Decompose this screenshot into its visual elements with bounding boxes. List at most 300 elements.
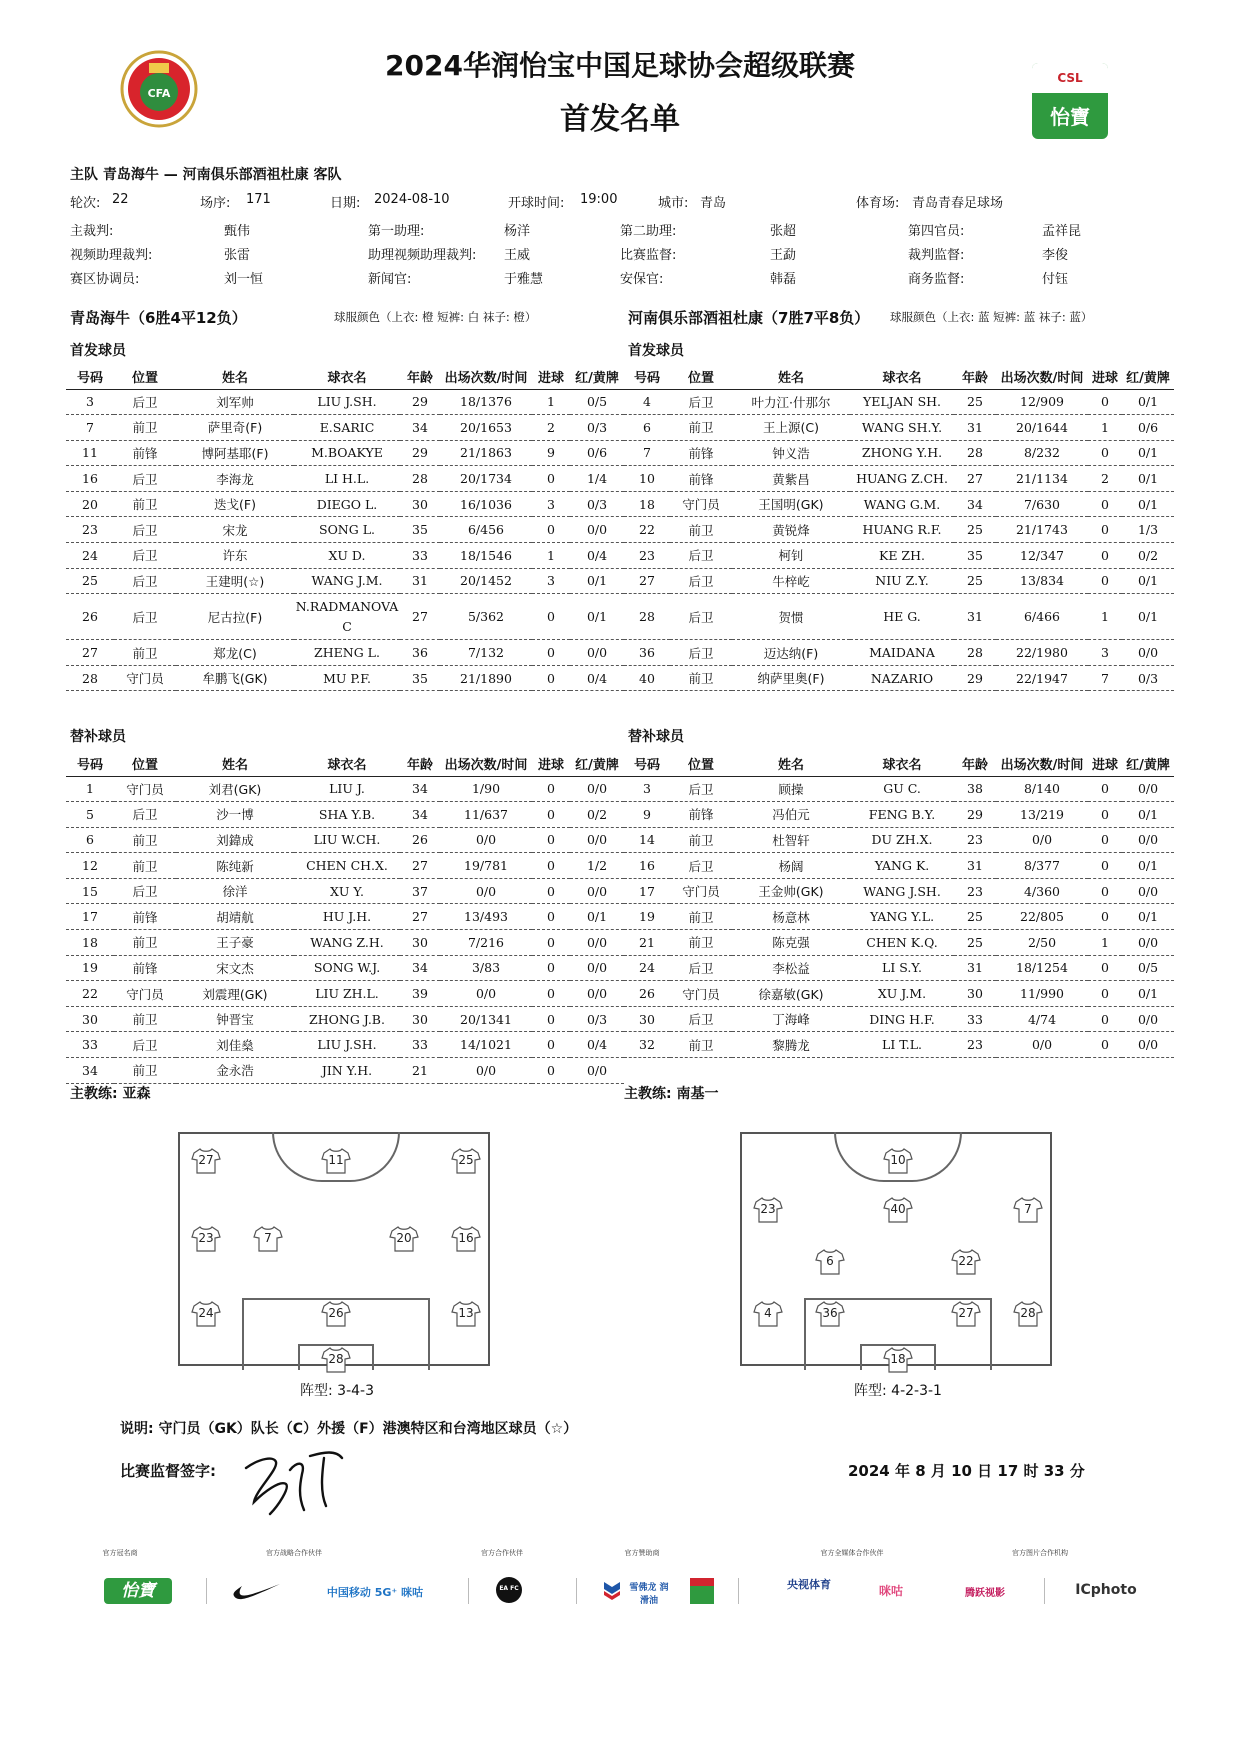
home-formation: 阵型: 3-4-3 [300, 1383, 374, 1399]
player-cell: M.BOAKYE [294, 440, 400, 466]
player-cell: 3 [624, 776, 670, 802]
player-cell: FENG B.Y. [850, 802, 954, 828]
player-cell: 1/3 [1122, 517, 1174, 543]
player-cell: 后卫 [670, 594, 732, 640]
player-row [66, 389, 624, 415]
player-cell: LIU ZH.L. [294, 981, 400, 1007]
player-row [624, 878, 1174, 904]
home-coach: 主教练: 亚森 [70, 1086, 151, 1102]
away-team-name: 河南俱乐部酒祖杜康（7胜7平8负） [628, 309, 870, 327]
shirt-number: 13 [458, 1306, 474, 1320]
player-cell: 0 [1088, 389, 1122, 415]
shirt-number: 23 [198, 1231, 214, 1245]
player-cell: 25 [954, 904, 996, 930]
player-cell: 16 [624, 853, 670, 879]
official-name: 付钰 [1042, 272, 1069, 287]
player-cell: 1 [1088, 594, 1122, 640]
official-name: 王威 [504, 248, 531, 263]
column-header: 红/黄牌 [570, 752, 624, 776]
sponsor-box-logo [690, 1578, 714, 1604]
player-cell: 0/3 [570, 1006, 624, 1032]
player-row [624, 1032, 1174, 1058]
player-cell: 后卫 [114, 878, 176, 904]
player-cell: E.SARIC [294, 415, 400, 441]
player-row [66, 955, 624, 981]
kickoff-value: 19:00 [580, 192, 618, 207]
player-row [66, 930, 624, 956]
player-cell: 30 [624, 1006, 670, 1032]
player-cell: 20 [66, 491, 114, 517]
player-cell: 28 [66, 665, 114, 691]
player-cell: 34 [400, 776, 440, 802]
player-cell: CHEN K.Q. [850, 930, 954, 956]
player-cell: 7/630 [996, 491, 1088, 517]
player-cell: 前锋 [114, 904, 176, 930]
player-cell: 0 [1088, 440, 1122, 466]
column-header: 红/黄牌 [570, 365, 624, 389]
player-cell: 0 [1088, 853, 1122, 879]
player-cell: 杨意林 [732, 904, 850, 930]
player-cell: LIU J. [294, 776, 400, 802]
player-shirt-icon [191, 1147, 221, 1175]
player-cell: YELJAN SH. [850, 389, 954, 415]
player-cell: MAIDANA [850, 640, 954, 666]
player-cell: 陈克强 [732, 930, 850, 956]
player-shirt-icon [389, 1225, 419, 1253]
player-cell: 0 [532, 517, 570, 543]
player-cell: 王子豪 [176, 930, 294, 956]
official-name: 张超 [770, 224, 797, 239]
player-cell: 3 [66, 389, 114, 415]
player-cell: DING H.F. [850, 1006, 954, 1032]
tengyue-logo: 腾跃视影 [965, 1588, 1005, 1599]
column-header: 球衣名 [294, 365, 400, 389]
player-cell: 0/4 [570, 665, 624, 691]
player-cell: 后卫 [670, 389, 732, 415]
player-cell: GU C. [850, 776, 954, 802]
player-cell: 30 [400, 491, 440, 517]
player-cell: 28 [954, 440, 996, 466]
yibao-logo: 怡寶 [104, 1578, 172, 1604]
player-cell: 0 [1088, 827, 1122, 853]
player-cell: 宋文杰 [176, 955, 294, 981]
player-cell: 纳萨里奥(F) [732, 665, 850, 691]
player-cell: 34 [954, 491, 996, 517]
player-shirt-icon [451, 1300, 481, 1328]
player-cell: 0/5 [570, 389, 624, 415]
player-cell: 32 [624, 1032, 670, 1058]
player-cell: 10 [624, 466, 670, 492]
column-header: 进球 [532, 752, 570, 776]
column-header: 姓名 [732, 365, 850, 389]
player-cell: 刘君(GK) [176, 776, 294, 802]
player-cell: 陈纯新 [176, 853, 294, 879]
home-team-name: 青岛海牛（6胜4平12负） [70, 309, 247, 327]
player-row [66, 543, 624, 569]
shirt-number: 36 [822, 1306, 838, 1320]
shirt-number: 27 [958, 1306, 974, 1320]
column-header: 位置 [670, 752, 732, 776]
player-cell: 王上源(C) [732, 415, 850, 441]
player-cell: WANG Z.H. [294, 930, 400, 956]
player-cell: WANG SH.Y. [850, 415, 954, 441]
player-cell: 18 [624, 491, 670, 517]
player-cell: 24 [66, 543, 114, 569]
player-cell: 前卫 [114, 930, 176, 956]
player-cell: 7/132 [440, 640, 532, 666]
player-shirt-icon [883, 1346, 913, 1374]
player-cell: 0/0 [1122, 930, 1174, 956]
player-cell: 前卫 [114, 415, 176, 441]
away-kit: 球服颜色（上衣: 蓝 短裤: 蓝 袜子: 蓝） [890, 310, 1093, 324]
player-cell: 0/0 [1122, 1006, 1174, 1032]
player-cell: 20/1653 [440, 415, 532, 441]
divider [206, 1578, 207, 1604]
player-cell: 27 [624, 568, 670, 594]
svg-text:CFA: CFA [147, 87, 171, 100]
player-cell: 守门员 [114, 981, 176, 1007]
player-cell: 黎腾龙 [732, 1032, 850, 1058]
player-shirt-icon [253, 1225, 283, 1253]
player-cell: 0 [532, 904, 570, 930]
player-cell: 牟鹏飞(GK) [176, 665, 294, 691]
player-cell: XU D. [294, 543, 400, 569]
player-cell: 前卫 [670, 665, 732, 691]
player-cell: 34 [66, 1058, 114, 1084]
player-cell: 0/0 [1122, 640, 1174, 666]
nike-logo [232, 1580, 282, 1602]
player-cell: 守门员 [670, 878, 732, 904]
player-cell: NAZARIO [850, 665, 954, 691]
player-cell: 0/0 [440, 981, 532, 1007]
player-cell: 35 [954, 543, 996, 569]
official-label: 第二助理: [620, 224, 677, 239]
player-cell: 守门员 [114, 776, 176, 802]
player-cell: 后卫 [114, 517, 176, 543]
official-label: 赛区协调员: [70, 272, 140, 287]
player-cell: 0 [1088, 955, 1122, 981]
player-cell: 0/3 [1122, 665, 1174, 691]
seq-value: 171 [246, 192, 271, 207]
player-cell: 27 [400, 853, 440, 879]
player-row [66, 776, 624, 802]
home-formation-pitch [178, 1132, 490, 1366]
player-cell: 12/909 [996, 389, 1088, 415]
player-cell: HUANG R.F. [850, 517, 954, 543]
player-cell: 刘军帅 [176, 389, 294, 415]
player-cell: 3 [532, 568, 570, 594]
player-cell: 守门员 [114, 665, 176, 691]
player-cell: 6 [66, 827, 114, 853]
player-cell: 1/2 [570, 853, 624, 879]
player-cell: 0 [532, 1032, 570, 1058]
player-cell: 6 [624, 415, 670, 441]
player-shirt-icon [815, 1300, 845, 1328]
player-cell: 0/2 [1122, 543, 1174, 569]
column-header: 红/黄牌 [1122, 365, 1174, 389]
player-cell: 0/0 [440, 827, 532, 853]
player-cell: 8/232 [996, 440, 1088, 466]
official-name: 韩磊 [770, 272, 797, 287]
player-cell: 0 [532, 776, 570, 802]
cmcc-migu-logo: 中国移动 5G⁺ 咪咕 [326, 1586, 424, 1599]
column-header: 球衣名 [294, 752, 400, 776]
column-header: 进球 [1088, 752, 1122, 776]
player-cell: 前卫 [114, 1058, 176, 1084]
player-cell: 3/83 [440, 955, 532, 981]
player-cell: 2 [1088, 466, 1122, 492]
home-starters-label: 首发球员 [70, 343, 126, 359]
player-cell: 8/377 [996, 853, 1088, 879]
official-label: 商务监督: [908, 272, 965, 287]
player-cell: 贺惯 [732, 594, 850, 640]
official-label: 助理视频助理裁判: [368, 248, 477, 263]
player-cell: 7 [66, 415, 114, 441]
official-label: 第一助理: [368, 224, 425, 239]
player-cell: 3 [1088, 640, 1122, 666]
player-cell: 0/1 [1122, 802, 1174, 828]
player-row [624, 930, 1174, 956]
player-cell: 37 [400, 878, 440, 904]
divider [738, 1578, 739, 1604]
player-cell: 17 [66, 904, 114, 930]
player-cell: 9 [532, 440, 570, 466]
sponsor-category: 官方图片合作机构 [1012, 1549, 1068, 1557]
player-cell: 28 [400, 466, 440, 492]
player-cell: 前锋 [114, 440, 176, 466]
player-cell: 许东 [176, 543, 294, 569]
player-cell: 1 [532, 389, 570, 415]
player-cell: SHA Y.B. [294, 802, 400, 828]
player-cell: 0/0 [1122, 878, 1174, 904]
player-row [624, 640, 1174, 666]
player-shirt-icon [951, 1300, 981, 1328]
player-cell: 0 [532, 1006, 570, 1032]
column-header: 出场次数/时间 [996, 365, 1088, 389]
player-row [624, 440, 1174, 466]
player-shirt-icon [1013, 1300, 1043, 1328]
player-cell: LI S.Y. [850, 955, 954, 981]
player-cell: 胡靖航 [176, 904, 294, 930]
player-cell: 迭戈(F) [176, 491, 294, 517]
player-row [624, 568, 1174, 594]
player-cell: 后卫 [670, 568, 732, 594]
away-starters-table [624, 365, 1174, 691]
teams-line: 主队 青岛海牛 — 河南俱乐部酒祖杜康 客队 [70, 167, 342, 183]
player-row [66, 440, 624, 466]
official-label: 比赛监督: [620, 248, 677, 263]
player-row [624, 904, 1174, 930]
player-cell: 20/1734 [440, 466, 532, 492]
player-row [66, 517, 624, 543]
player-row [624, 1006, 1174, 1032]
player-cell: 0 [532, 955, 570, 981]
player-row [624, 981, 1174, 1007]
column-header: 位置 [114, 365, 176, 389]
player-cell: LIU J.SH. [294, 1032, 400, 1058]
player-cell: N.RADMANOVAC [294, 594, 400, 640]
player-cell: 李海龙 [176, 466, 294, 492]
shirt-number: 23 [760, 1202, 776, 1216]
player-cell: 34 [400, 955, 440, 981]
player-cell: XU J.M. [850, 981, 954, 1007]
player-cell: LI T.L. [850, 1032, 954, 1058]
player-cell: 21/1134 [996, 466, 1088, 492]
shirt-number: 18 [890, 1352, 906, 1366]
player-cell: 0/1 [570, 594, 624, 640]
official-label: 裁判监督: [908, 248, 965, 263]
column-header: 球衣名 [850, 365, 954, 389]
player-cell: 守门员 [670, 981, 732, 1007]
player-cell: 7 [1088, 665, 1122, 691]
player-cell: 0/0 [570, 640, 624, 666]
player-cell: 前卫 [114, 1006, 176, 1032]
player-cell: NIU Z.Y. [850, 568, 954, 594]
player-cell: 0/2 [570, 802, 624, 828]
column-header: 位置 [670, 365, 732, 389]
player-cell: 萨里奇(F) [176, 415, 294, 441]
player-cell: 13/493 [440, 904, 532, 930]
player-cell: 后卫 [670, 776, 732, 802]
player-cell: 前卫 [670, 904, 732, 930]
player-cell: 18/1546 [440, 543, 532, 569]
player-cell: 31 [954, 853, 996, 879]
icphoto-logo: ICphoto [1075, 1582, 1137, 1598]
signature-image [240, 1440, 350, 1520]
player-cell: 后卫 [114, 568, 176, 594]
player-cell: 后卫 [670, 543, 732, 569]
shirt-number: 16 [458, 1231, 474, 1245]
player-cell: 0 [1088, 904, 1122, 930]
player-cell: 0/5 [1122, 955, 1174, 981]
official-label: 安保官: [620, 272, 664, 287]
player-cell: 33 [400, 543, 440, 569]
column-header: 号码 [66, 365, 114, 389]
player-row [66, 665, 624, 691]
official-name: 张雷 [224, 248, 251, 263]
cctv-sports-logo: 央视体育 [787, 1578, 831, 1591]
player-cell: 26 [400, 827, 440, 853]
player-cell: 郑龙(C) [176, 640, 294, 666]
player-row [66, 491, 624, 517]
city-label: 城市: [658, 196, 689, 211]
player-cell: 顾操 [732, 776, 850, 802]
csl-logo: CSL 怡寶 [1032, 63, 1108, 139]
player-cell: 5 [66, 802, 114, 828]
column-header: 年龄 [400, 365, 440, 389]
player-cell: 30 [400, 1006, 440, 1032]
shirt-number: 28 [328, 1352, 344, 1366]
player-cell: DU ZH.X. [850, 827, 954, 853]
player-cell: 19/781 [440, 853, 532, 879]
player-cell: 后卫 [114, 594, 176, 640]
player-cell: 0/1 [1122, 594, 1174, 640]
player-cell: 22 [66, 981, 114, 1007]
player-cell: 0/3 [570, 491, 624, 517]
player-cell: 李松益 [732, 955, 850, 981]
official-name: 杨洋 [504, 224, 531, 239]
player-cell: 0 [532, 665, 570, 691]
player-row [624, 543, 1174, 569]
player-cell: 王金帅(GK) [732, 878, 850, 904]
sponsor-category: 官方合作伙伴 [481, 1549, 523, 1557]
player-cell: 0/1 [570, 568, 624, 594]
player-cell: 39 [400, 981, 440, 1007]
player-cell: 迈达纳(F) [732, 640, 850, 666]
page-title: 2024华润怡宝中国足球协会超级联赛 [385, 49, 855, 82]
player-cell: 黄紫昌 [732, 466, 850, 492]
player-row [624, 665, 1174, 691]
player-cell: 16 [66, 466, 114, 492]
player-cell: 6/456 [440, 517, 532, 543]
player-cell: 叶力江·什那尔 [732, 389, 850, 415]
player-cell: 0 [532, 466, 570, 492]
shirt-number: 11 [328, 1153, 344, 1167]
shirt-number: 26 [328, 1306, 344, 1320]
player-cell: HUANG Z.CH. [850, 466, 954, 492]
player-cell: 2 [532, 415, 570, 441]
official-label: 主裁判: [70, 224, 114, 239]
divider [468, 1578, 469, 1604]
official-label: 视频助理裁判: [70, 248, 153, 263]
sponsor-category: 官方战略合作伙伴 [266, 1549, 322, 1557]
player-cell: 钟晋宝 [176, 1006, 294, 1032]
player-cell: 0 [1088, 1006, 1122, 1032]
player-cell: 前卫 [114, 640, 176, 666]
city-value: 青岛 [700, 196, 727, 211]
player-row [624, 466, 1174, 492]
date-label: 日期: [330, 196, 361, 211]
player-cell: 33 [66, 1032, 114, 1058]
player-cell: 0 [532, 1058, 570, 1084]
player-cell: 0/0 [570, 517, 624, 543]
player-cell: 0/1 [1122, 568, 1174, 594]
player-shirt-icon [451, 1225, 481, 1253]
column-header: 进球 [1088, 365, 1122, 389]
player-row [66, 878, 624, 904]
official-name: 王勐 [770, 248, 797, 263]
player-cell: 0 [532, 930, 570, 956]
sponsor-category: 官方全媒体合作伙伴 [820, 1549, 884, 1557]
player-cell: 27 [400, 904, 440, 930]
player-cell: 前锋 [670, 466, 732, 492]
column-header: 出场次数/时间 [440, 365, 532, 389]
player-cell: YANG Y.L. [850, 904, 954, 930]
player-cell: 25 [954, 389, 996, 415]
player-cell: 0 [532, 594, 570, 640]
player-cell: 40 [624, 665, 670, 691]
kickoff-label: 开球时间: [508, 196, 565, 211]
player-cell: 22/1980 [996, 640, 1088, 666]
column-header: 号码 [66, 752, 114, 776]
shirt-number: 24 [198, 1306, 214, 1320]
player-cell: HE G. [850, 594, 954, 640]
player-row [624, 517, 1174, 543]
shirt-number: 28 [1020, 1306, 1036, 1320]
official-label: 第四官员: [908, 224, 965, 239]
player-cell: 33 [954, 1006, 996, 1032]
player-row [66, 1006, 624, 1032]
player-cell: 7 [624, 440, 670, 466]
player-cell: 刘震理(GK) [176, 981, 294, 1007]
player-cell: 后卫 [670, 1006, 732, 1032]
player-cell: 刘鍏成 [176, 827, 294, 853]
player-shirt-icon [753, 1300, 783, 1328]
player-cell: 30 [66, 1006, 114, 1032]
column-header: 红/黄牌 [1122, 752, 1174, 776]
player-cell: 0/6 [570, 440, 624, 466]
player-shirt-icon [815, 1248, 845, 1276]
